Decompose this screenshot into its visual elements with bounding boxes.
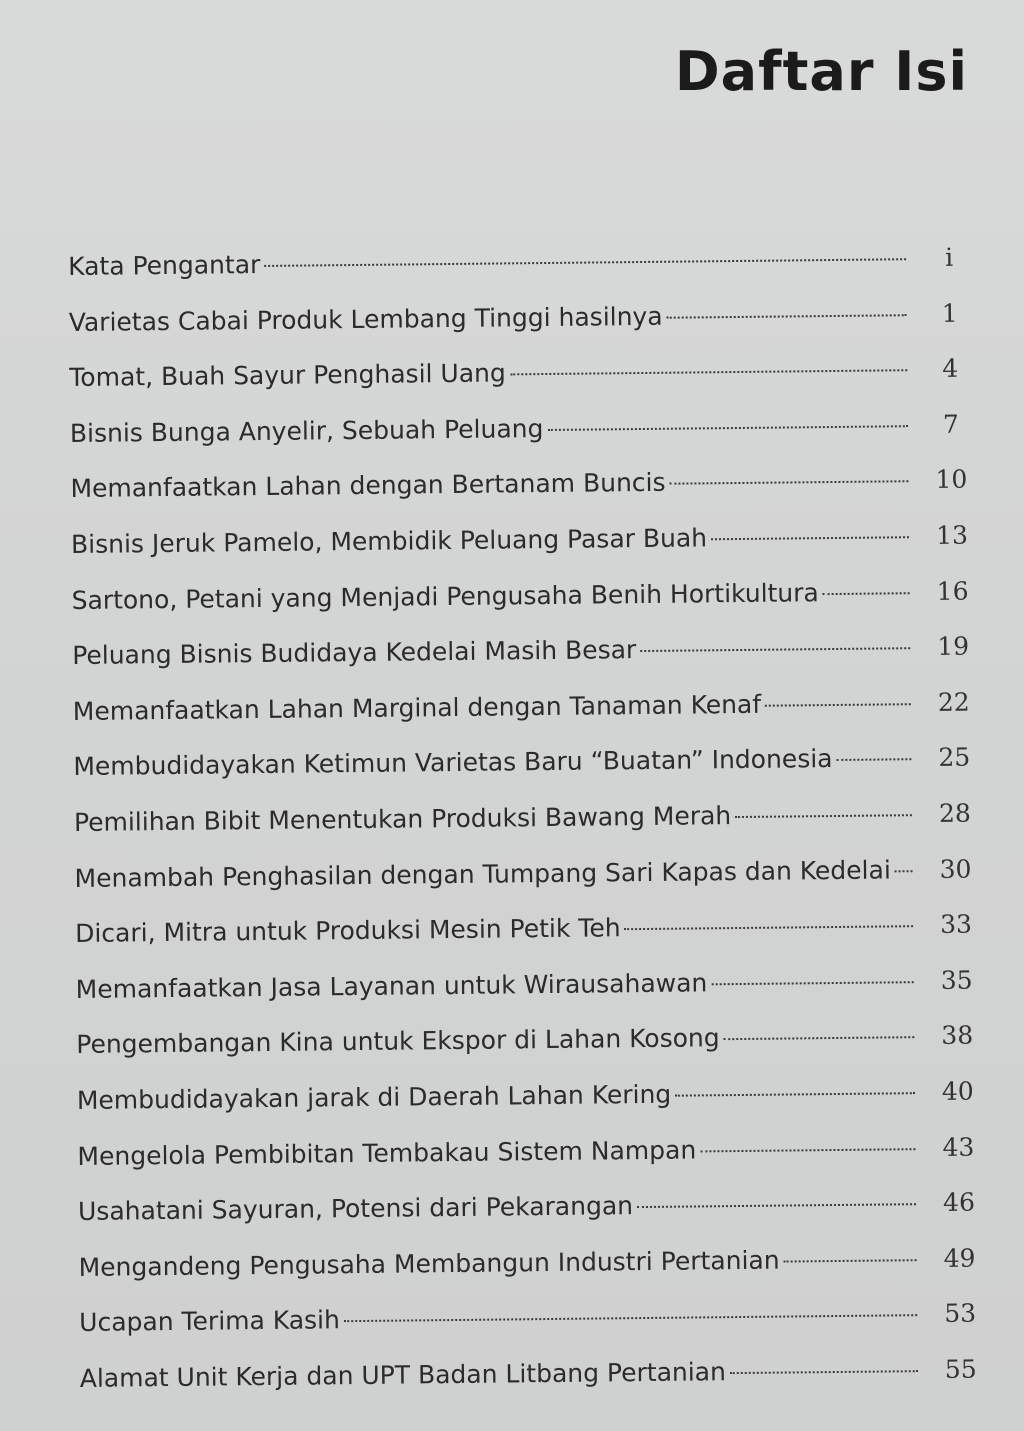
- toc-entry-title: Dicari, Mitra untuk Produksi Mesin Petik Teh: [74, 913, 621, 949]
- toc-entry[interactable]: [79, 1299, 996, 1364]
- dot-leader: [637, 1203, 916, 1208]
- toc-entry[interactable]: [71, 576, 988, 641]
- dot-leader: [670, 481, 909, 486]
- toc-entry-page: 46: [942, 1187, 976, 1217]
- dot-leader: [895, 870, 913, 872]
- toc-entry-page: 10: [935, 464, 968, 495]
- toc-entry[interactable]: [78, 1187, 995, 1252]
- dot-leader: [700, 1148, 915, 1152]
- dot-leader: [837, 759, 912, 762]
- dot-leader: [344, 1314, 917, 1322]
- toc-entry-page: 43: [942, 1132, 975, 1162]
- toc-entry[interactable]: [80, 1354, 997, 1419]
- toc-entry[interactable]: [77, 1132, 994, 1197]
- dot-leader: [625, 925, 914, 930]
- toc-entry[interactable]: [73, 743, 990, 808]
- toc-entry-page: 4: [942, 353, 959, 384]
- toc-entry-page: 1: [941, 298, 958, 328]
- toc-entry-title: Memanfaatkan Jasa Layanan untuk Wirausahawan: [75, 968, 708, 1004]
- toc-entry-title: Mengelola Pembibitan Tembakau Sistem Nampan: [77, 1134, 697, 1171]
- toc-entry-page: 49: [943, 1243, 976, 1273]
- toc-entry-title: Pengembangan Kina untuk Ekspor di Lahan Kosong: [76, 1023, 720, 1060]
- toc-entry-title: Memanfaatkan Lahan Marginal dengan Tanaman Kenaf: [72, 689, 762, 726]
- dot-leader: [735, 814, 912, 818]
- toc-entry-page: 55: [944, 1354, 977, 1384]
- toc-entry-title: Memanfaatkan Lahan dengan Bertanam Buncis: [70, 468, 666, 504]
- toc-entry[interactable]: [76, 965, 993, 1030]
- dot-leader: [765, 703, 911, 707]
- toc-entry-page: 28: [938, 798, 971, 828]
- toc-entry-page: 33: [940, 909, 973, 940]
- toc-entry[interactable]: [72, 632, 989, 697]
- toc-entry-page: 40: [941, 1076, 974, 1106]
- dot-leader: [784, 1259, 917, 1262]
- toc-entry-page: 25: [938, 742, 971, 773]
- toc-entry-page: i: [944, 242, 954, 272]
- toc-entry-page: 38: [941, 1020, 974, 1051]
- toc-entry[interactable]: [68, 242, 985, 307]
- toc-entry[interactable]: [69, 354, 986, 419]
- dot-leader: [724, 1036, 915, 1040]
- dot-leader: [264, 258, 906, 267]
- dot-leader: [730, 1370, 918, 1374]
- toc-entry-title: Menambah Penghasilan dengan Tumpang Sari Kapas dan Kedelai: [74, 854, 891, 893]
- toc-entry-page: 19: [937, 631, 970, 662]
- toc-entry-page: 16: [936, 576, 969, 606]
- dot-leader: [823, 592, 910, 595]
- toc-entry-title: Bisnis Bunga Anyelir, Sebuah Peluang: [69, 413, 544, 448]
- toc-entry-title: Mengandeng Pengusaha Membangun Industri Pertanian: [78, 1245, 780, 1282]
- toc-entry-title: Pemilihan Bibit Menentukan Produksi Bawang Merah: [73, 801, 732, 837]
- toc-entry-page: 22: [937, 687, 970, 717]
- dot-leader: [547, 425, 907, 431]
- toc-entry[interactable]: [74, 854, 991, 919]
- page-title: Daftar Isi: [674, 40, 968, 103]
- toc-entry-title: Peluang Bisnis Budidaya Kedelai Masih Besar: [72, 635, 637, 671]
- toc-entry-title: Ucapan Terima Kasih: [79, 1305, 341, 1338]
- toc-entry[interactable]: [71, 520, 988, 585]
- toc-entry-title: Sartono, Petani yang Menjadi Pengusaha Benih Hortikultura: [71, 577, 819, 615]
- toc-entry[interactable]: [73, 687, 990, 752]
- toc-entry-page: 30: [939, 854, 972, 884]
- dot-leader: [640, 647, 910, 652]
- toc-entry-title: Kata Pengantar: [68, 249, 261, 281]
- toc-entry[interactable]: [69, 298, 986, 363]
- toc-entry[interactable]: [76, 1021, 993, 1086]
- toc-entry[interactable]: [77, 1076, 994, 1141]
- toc-entry-page: 13: [935, 520, 969, 550]
- toc-entry-title: Membudidayakan Ketimun Varietas Baru “Buatan” Indonesia: [73, 744, 833, 782]
- toc-entry-title: Usahatani Sayuran, Potensi dari Pekarangan: [77, 1191, 634, 1227]
- toc-entry[interactable]: [78, 1243, 995, 1308]
- toc-entry[interactable]: [70, 465, 987, 530]
- dot-leader: [711, 981, 913, 985]
- dot-leader: [510, 369, 907, 375]
- toc-entry-title: Tomat, Buah Sayur Penghasil Uang: [69, 358, 506, 393]
- dot-leader: [667, 314, 907, 319]
- table-of-contents: [68, 242, 996, 1419]
- dot-leader: [675, 1092, 915, 1097]
- toc-entry-title: Bisnis Jeruk Pamelo, Membidik Peluang Pasar Buah: [70, 523, 708, 559]
- toc-entry-page: 53: [944, 1298, 977, 1329]
- toc-entry-title: Alamat Unit Kerja dan UPT Badan Litbang Pertanian: [79, 1357, 727, 1393]
- toc-entry[interactable]: [70, 409, 987, 474]
- toc-entry-page: 35: [940, 965, 973, 995]
- toc-entry[interactable]: [74, 798, 991, 863]
- toc-entry-title: Membudidayakan jarak di Daerah Lahan Kering: [76, 1079, 672, 1115]
- dot-leader: [711, 536, 909, 540]
- toc-entry[interactable]: [75, 909, 992, 974]
- toc-entry-title: Varietas Cabai Produk Lembang Tinggi hasilnya: [68, 301, 663, 337]
- toc-entry-page: 7: [942, 409, 959, 439]
